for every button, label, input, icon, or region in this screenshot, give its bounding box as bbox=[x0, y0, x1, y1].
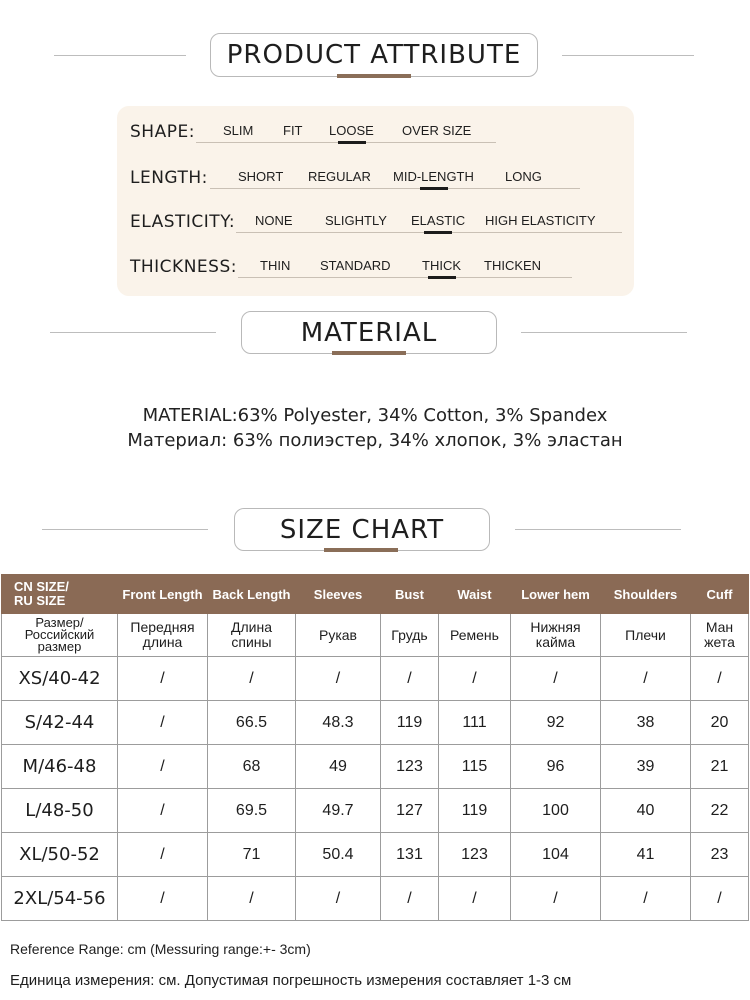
table-row bbox=[2, 833, 749, 877]
table-cell: Bust bbox=[381, 575, 439, 614]
attribute-option: FIT bbox=[283, 123, 303, 138]
attribute-option: ELASTIC bbox=[411, 213, 466, 228]
size-cell: XL/50-52 bbox=[2, 833, 118, 877]
table-cell: 49.7 bbox=[296, 789, 381, 833]
table-row bbox=[2, 657, 749, 701]
size-cell: Размер/ Российский размер bbox=[2, 614, 118, 657]
table-cell: 69.5 bbox=[208, 789, 296, 833]
table-cell: 21 bbox=[691, 745, 749, 789]
table-cell: 20 bbox=[691, 701, 749, 745]
table-cell: 115 bbox=[439, 745, 511, 789]
table-cell: 119 bbox=[439, 789, 511, 833]
size-cell: S/42-44 bbox=[2, 701, 118, 745]
selected-option-marker bbox=[338, 141, 366, 144]
attribute-rule bbox=[210, 188, 580, 189]
header-accent-bar bbox=[337, 74, 411, 78]
table-cell: / bbox=[296, 657, 381, 701]
attribute-option: REGULAR bbox=[308, 169, 371, 184]
header-rule-left bbox=[50, 332, 216, 333]
selected-option-marker bbox=[420, 187, 448, 190]
table-cell: Back Length bbox=[208, 575, 296, 614]
header-rule-right bbox=[521, 332, 687, 333]
size-chart-title: SIZE CHART bbox=[279, 514, 445, 545]
table-cell: Sleeves bbox=[296, 575, 381, 614]
reference-range-note: Reference Range: cm (Messuring range:+- 3cm) bbox=[10, 941, 311, 957]
attribute-option: THICKEN bbox=[484, 258, 542, 273]
size-cell: 2XL/54-56 bbox=[2, 877, 118, 921]
table-cell: / bbox=[118, 701, 208, 745]
table-row bbox=[2, 701, 749, 745]
table-cell: / bbox=[601, 877, 691, 921]
material-header bbox=[241, 311, 497, 354]
table-header-en bbox=[2, 575, 749, 614]
table-cell: / bbox=[511, 877, 601, 921]
table-cell: 49 bbox=[296, 745, 381, 789]
table-cell: / bbox=[208, 877, 296, 921]
selected-option-marker bbox=[424, 231, 452, 234]
header-accent-bar bbox=[324, 548, 398, 552]
material-title: MATERIAL bbox=[300, 317, 438, 348]
table-cell: / bbox=[601, 657, 691, 701]
table-cell: 111 bbox=[439, 701, 511, 745]
header-rule-left bbox=[54, 55, 186, 56]
table-cell: Передняя длина bbox=[118, 614, 208, 657]
table-row bbox=[2, 745, 749, 789]
table-cell: 68 bbox=[208, 745, 296, 789]
table-cell: 96 bbox=[511, 745, 601, 789]
table-cell: 123 bbox=[439, 833, 511, 877]
table-cell: Рукав bbox=[296, 614, 381, 657]
product-attribute-header bbox=[210, 33, 538, 77]
table-cell: / bbox=[691, 877, 749, 921]
attribute-label-length: LENGTH: bbox=[130, 168, 208, 188]
attribute-rule bbox=[238, 277, 572, 278]
attribute-option: SLIGHTLY bbox=[325, 213, 387, 228]
table-row bbox=[2, 789, 749, 833]
material-text-en: MATERIAL:63% Polyester, 34% Cotton, 3% Spandex bbox=[142, 405, 608, 426]
table-cell: 40 bbox=[601, 789, 691, 833]
table-cell: / bbox=[296, 877, 381, 921]
table-row bbox=[2, 877, 749, 921]
table-cell: / bbox=[208, 657, 296, 701]
table-header-ru bbox=[2, 614, 749, 657]
attribute-option: NONE bbox=[255, 213, 293, 228]
table-cell: Длина спины bbox=[208, 614, 296, 657]
attribute-option: MID-LENGTH bbox=[393, 169, 474, 184]
size-chart-header bbox=[234, 508, 490, 551]
table-cell: / bbox=[381, 657, 439, 701]
attribute-option: THICK bbox=[422, 258, 461, 273]
table-cell: 131 bbox=[381, 833, 439, 877]
attribute-option: SLIM bbox=[223, 123, 254, 138]
table-cell: 127 bbox=[381, 789, 439, 833]
size-cell: XS/40-42 bbox=[2, 657, 118, 701]
header-rule-right bbox=[562, 55, 694, 56]
table-cell: Плечи bbox=[601, 614, 691, 657]
table-cell: 123 bbox=[381, 745, 439, 789]
material-text-ru: Материал: 63% полиэстер, 34% хлопок, 3% эластан bbox=[127, 430, 623, 451]
table-cell: Front Length bbox=[118, 575, 208, 614]
attribute-option: OVER SIZE bbox=[402, 123, 472, 138]
table-cell: Нижняя кайма bbox=[511, 614, 601, 657]
attribute-option: LOOSE bbox=[329, 123, 374, 138]
attribute-option: HIGH ELASTICITY bbox=[485, 213, 596, 228]
table-cell: 104 bbox=[511, 833, 601, 877]
table-cell: / bbox=[691, 657, 749, 701]
table-cell: / bbox=[118, 745, 208, 789]
table-cell: Waist bbox=[439, 575, 511, 614]
table-cell: Shoulders bbox=[601, 575, 691, 614]
attribute-option: STANDARD bbox=[320, 258, 391, 273]
table-cell: / bbox=[118, 657, 208, 701]
table-cell: 22 bbox=[691, 789, 749, 833]
table-cell: Ремень bbox=[439, 614, 511, 657]
table-cell: Ман жета bbox=[691, 614, 749, 657]
size-table bbox=[1, 574, 749, 921]
size-cell: L/48-50 bbox=[2, 789, 118, 833]
table-cell: 48.3 bbox=[296, 701, 381, 745]
header-accent-bar bbox=[332, 351, 406, 355]
table-cell: Lower hem bbox=[511, 575, 601, 614]
table-cell: Грудь bbox=[381, 614, 439, 657]
header-rule-right bbox=[515, 529, 681, 530]
attribute-option: SHORT bbox=[238, 169, 284, 184]
table-cell: 100 bbox=[511, 789, 601, 833]
selected-option-marker bbox=[428, 276, 456, 279]
table-cell: Cuff bbox=[691, 575, 749, 614]
table-cell: 50.4 bbox=[296, 833, 381, 877]
table-cell: / bbox=[439, 877, 511, 921]
table-cell: 119 bbox=[381, 701, 439, 745]
table-cell: / bbox=[511, 657, 601, 701]
size-cell: CN SIZE/ RU SIZE bbox=[2, 575, 118, 614]
table-cell: 71 bbox=[208, 833, 296, 877]
attribute-option: THIN bbox=[260, 258, 291, 273]
table-cell: 23 bbox=[691, 833, 749, 877]
attribute-label-shape: SHAPE: bbox=[130, 122, 195, 142]
table-cell: 39 bbox=[601, 745, 691, 789]
size-cell: M/46-48 bbox=[2, 745, 118, 789]
table-cell: / bbox=[118, 789, 208, 833]
table-cell: 41 bbox=[601, 833, 691, 877]
table-cell: / bbox=[439, 657, 511, 701]
header-rule-left bbox=[42, 529, 208, 530]
table-cell: 92 bbox=[511, 701, 601, 745]
table-cell: / bbox=[381, 877, 439, 921]
attribute-option: LONG bbox=[505, 169, 542, 184]
table-cell: / bbox=[118, 877, 208, 921]
table-cell: 38 bbox=[601, 701, 691, 745]
measurement-note-ru: Единица измерения: см. Допустимая погрешность измерения составляет 1-3 см bbox=[10, 972, 572, 989]
table-cell: / bbox=[118, 833, 208, 877]
table-cell: 66.5 bbox=[208, 701, 296, 745]
product-attribute-title: PRODUCT ATTRIBUTE bbox=[226, 40, 522, 70]
attribute-label-elasticity: ELASTICITY: bbox=[130, 212, 236, 232]
attribute-label-thickness: THICKNESS: bbox=[130, 257, 237, 277]
